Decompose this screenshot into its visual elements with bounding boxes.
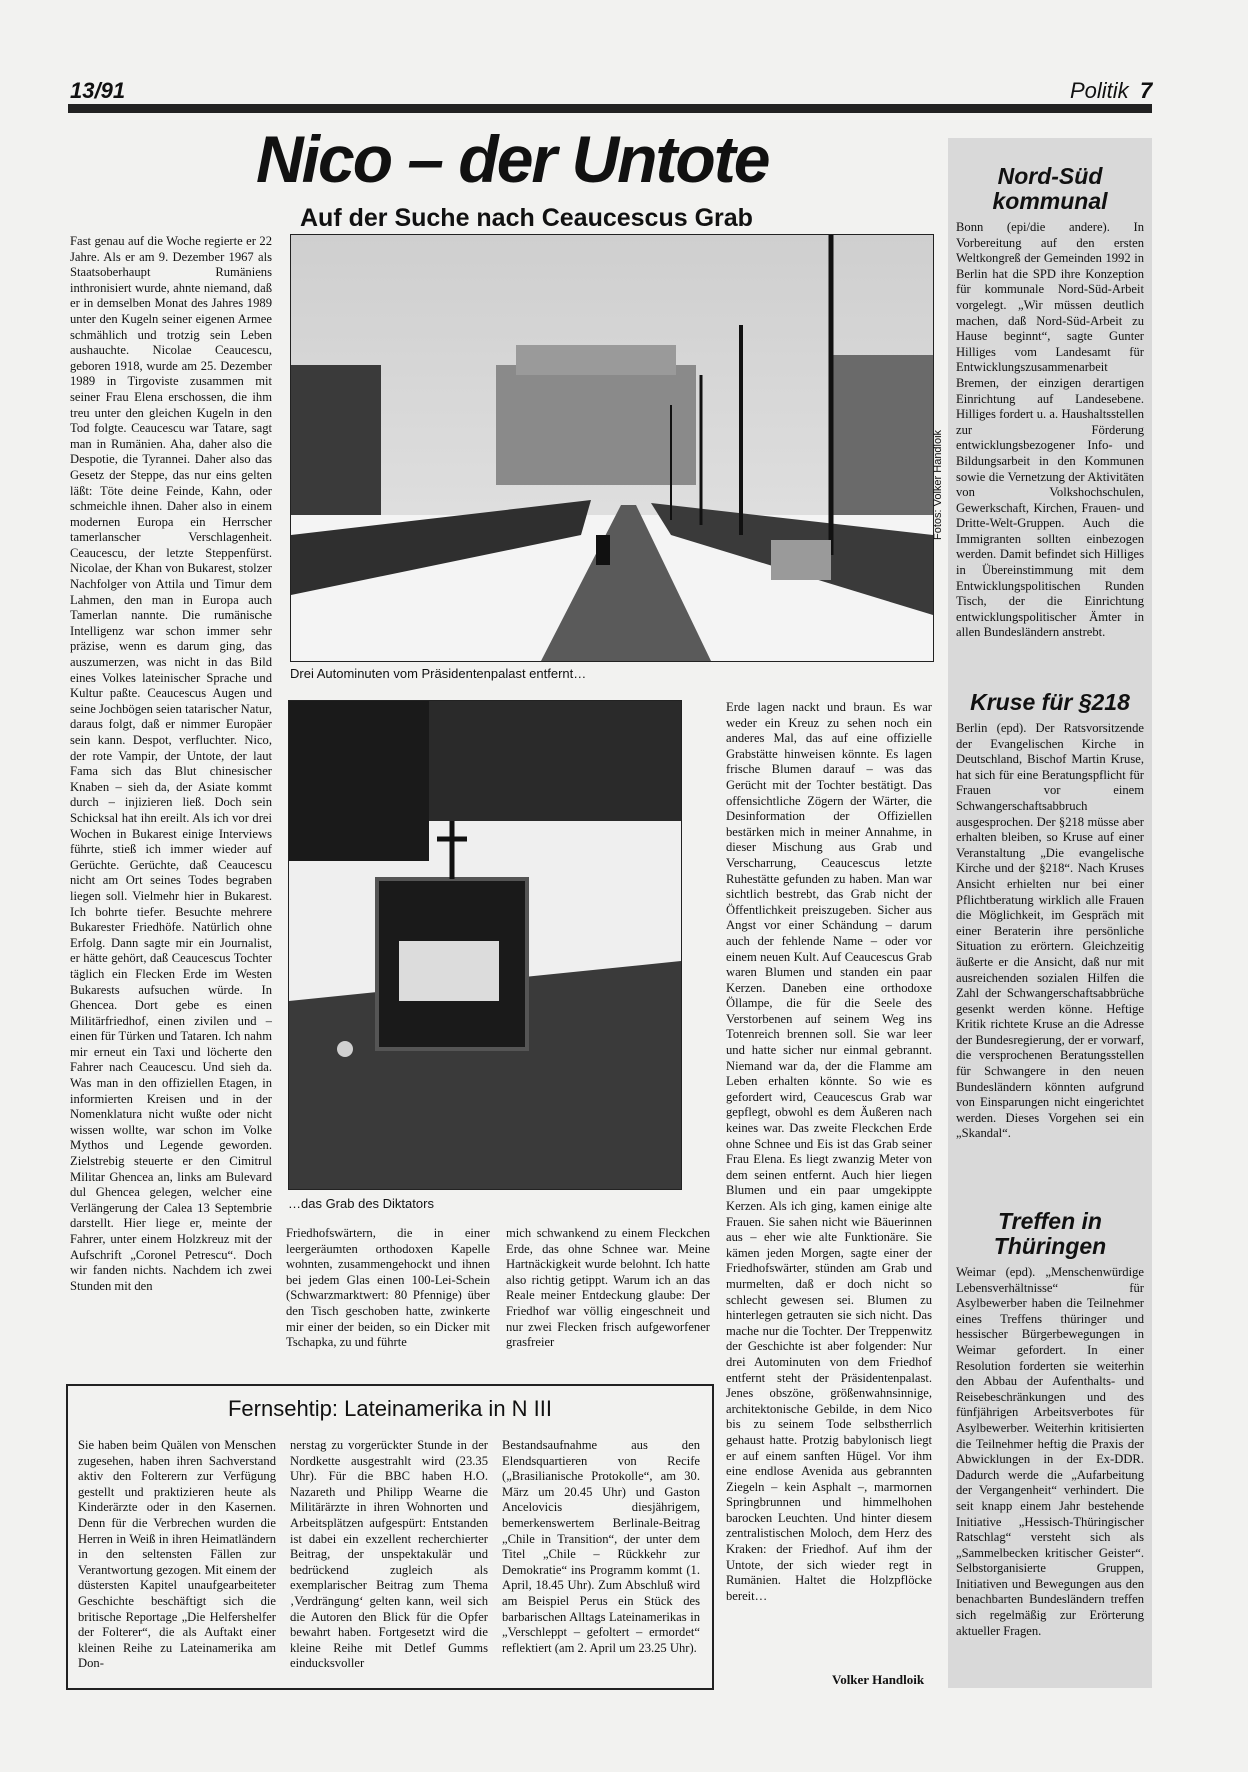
article-text: Erde lagen nackt und braun. Es war weder ein Kreuz zu sehen noch ein anderes Mal, das auf eine offizielle Grabstätte hinweisen könnte. Es lagen frische Blumen darauf – was das Gerücht mit der Tochter bestätigt. Das offensichtliche Zögern der Wärter, die Desinformation der Offiziellen bestärken mich in meiner Annahme, in dieser Mischung aus Grab und Verscharrung, Ceaucescus letzte Ruhestätte gefunden zu haben. Man war sichtlich bestrebt, das Grab nicht der Öffentlichkeit preiszugeben. Sicher aus Angst vor einer Schändung – darum auch der fehlende Name – oder vor einem neuen Kult. Auf Ceaucescus Grab waren Blumen und standen ein paar Kerzen. Daneben eine orthodoxe Öllampe, die für die Seele des Verstorbenen auf seinem Weg ins Totenreich brennen soll. Sie war leer und hatte sicher nur einmal gebrannt. Niemand war da, der die Flamme am Leben erhalten könnte. So wie es gefordert wird, Ceaucescus Grab war gepflegt, obwohl es dem Äußeren nach keines war. Das zweite Fleckchen Erde ohne Schnee und Eis ist das Grab seiner Frau Elena. Es liegt zwanzig Meter von dem seinen entfernt. Auch hier liegen Blumen und ein paar umgekippte Kerzen. Als ich ging, kamen einige alte Frauen. Sie sahen nicht wie Bäuerinnen aus – eher wie alte Funktionäre. Sie kämen jeden Morgen, sagte einer der Friedhofswärter, stünden am Grab und murmelten, daß er doch nicht so schlecht gewesen sei. Blumen zu hinterlegen getrauten sie sich nicht. Das mache nur die Tochter. Der Treppenwitz der Geschichte ist aber folgender: Nur drei Autominuten von dem Friedhof entfernt steht der Präsidentenpalast. Jenes obszöne, größenwahnsinnige, architektonische Gebilde, in dem Nico bis zu seinem Tode selbstherrlich gehaust hatte. Protzig babylonisch liegt er auf einem sanften Hügel. Vor ihm eine endlose Avenida aus gebrannten Ziegeln – kein Asphalt –, marmornen Springbrunnen und himmelhohen barocken Leuchten. Und hinter diesem zentralistischen Moloch, dem Herz des Kraken: der Friedhof. Auf ihm der Untote, der sich wieder regt in Rumänien. Haltet die Holzpflöcke bereit… [726, 700, 932, 1603]
photo-boulevard [290, 234, 934, 662]
subheadline: Auf der Suche nach Ceaucescus Grab [300, 204, 753, 232]
sidebar-item-2 [956, 721, 1144, 1193]
photo2-caption: …das Grab des Diktators [288, 1196, 434, 1211]
tv-tip-box [66, 1384, 714, 1690]
sidebar-item-3 [956, 1265, 1144, 1685]
section-label: Politik [1070, 78, 1129, 103]
news-sidebar [948, 138, 1152, 1688]
headline: Nico – der Untote [256, 122, 769, 196]
tv-tip-column-3 [502, 1438, 700, 1680]
sidebar-text: Bonn (epi/die andere). In Vorbereitung auf den ersten Weltkongreß der Gemeinden 1992 in Berlin hat die SPD ihre Konzeption für kommunale Nord-Süd-Arbeit vorgelegt. „Wir müssen deutlich machen, daß Nord-Süd-Arbeit zu Hause beginnt“, sagte Gunter Hilliges vom Landesamt für Entwicklungszusammenarbeit Bremen, der einzigen derartigen Einrichtung auf Landesebene. Hilliges fordert u. a. Haushaltsstellen zur Förderung entwicklungsbezogener Info- und Bildungsarbeit in den Kommunen sowie die Vernetzung der Aktivitäten von Volkshochschulen, Gewerkschaft, Kirchen, Frauen- und Dritte-Welt-Gruppen. Auch die Immigranten sollten einbezogen werden. Damit befindet sich Hilliges in Übereinstimmung mit dem Entwicklungspolitischen Runden Tisch, der die Einrichtung entwicklungspolitischer Ämter in allen Bundesländern anstrebt. [956, 220, 1144, 640]
tv-tip-text: nerstag zu vorgerückter Stunde in der Nordkette ausgestrahlt wird (23.35 Uhr). Für die BBC haben H.O. Nazareth und Philipp Wearne die Militärärzte in ihren Wohnorten und Arbeitsplätzen aufgespürt: Entstanden ist dabei ein exzellent recherchierter Beitrag, der unspektakulär und bedrückend zugleich als exemplarischer Beitrag zum Thema ‚Verdrängung‘ gelten kann, weil sich die Autoren den Blick für die Opfer bewahrt haben. Fortgesetzt wird die kleine Reihe mit Detlef Gumms einducksvoller [290, 1438, 488, 1671]
sidebar-heading-3: Treffen in Thüringen [993, 1208, 1107, 1259]
photo-grave [288, 700, 682, 1190]
article-column-1 [70, 234, 272, 1354]
article-column-3 [506, 1226, 710, 1356]
article-text: mich schwankend zu einem Fleckchen Erde, das ohne Schnee war. Meine Hartnäckigkeit wurde belohnt. Ich hatte also richtig getippt. Warum ich an das Reale meiner Entdeckung glaube: Der Friedhof war völlig eingeschneit und nur zwei Flecken frisch aufgeworfener grasfreier [506, 1226, 710, 1350]
boulevard-image [291, 235, 933, 661]
author-byline: Volker Handloik [832, 1672, 925, 1687]
article-column-2 [286, 1226, 490, 1356]
photo1-caption: Drei Autominuten vom Präsidentenpalast entfernt… [290, 666, 587, 681]
sidebar-heading-2: Kruse für §218 [970, 689, 1130, 715]
sidebar-text: Berlin (epd). Der Ratsvorsitzende der Evangelischen Kirche in Deutschland, Bischof Martin Kruse, hat sich für eine Beratungspflicht für Frauen vor einem Schwangerschaftsabbruch ausgesprochen. Der §218 müsse aber erhalten bleiben, so Kruse auf einer Veranstaltung „Die evangelische Kirche und der §218“. Nach Kruses Ansicht erhielten nur bei einer Pflichtberatung wirklich alle Frauen die Möglichkeit, im Gespräch mit einer Beraterin ihre persönliche Situation zu erörtern. Gleichzeitig äußerte er die Ansicht, daß nur mit ausreichenden sozialen Hilfen die Zahl der Schwangerschaftsabbrüche gesenkt werden könne. Heftige Kritik richtete Kruse an die Adresse der Bundesregierung, der er vorwarf, die versprochenen Beratungsstellen für Schwangere in den neuen Bundesländern könnten aufgrund von Einsparungen nicht eingerichtet werden. Dieses Vorgehen sei ein „Skandal“. [956, 721, 1144, 1141]
article-text: Friedhofswärtern, die in einer leergeräumten orthodoxen Kapelle wohnten, zusammengehockt und ihnen bei jedem Glas einen 100-Lei-Schein (Schwarzmarktwert: 80 Pfennige) über den Tisch geschoben hatte, zwinkerte mir einer der beiden, so ein Dicker mit Tschapka, zu und führte [286, 1226, 490, 1350]
photo-credit: Fotos: Volker Handloik [932, 429, 944, 540]
header-rule [68, 104, 1152, 113]
grave-image [289, 701, 681, 1189]
sidebar-text: Weimar (epd). „Menschenwürdige Lebensverhältnisse“ für Asylbewerber haben die Teilnehmer eines Treffens thüringer und hessischer Bürgerbewegungen in Weimar gefordert. In einer Resolution forderten sie weiterhin den Abbau der Aufenthalts- und Reisebeschränkungen und des fünfjährigen Arbeitsverbotes für Asylbewerber. Weiterhin kritisierten die Teilnehmer heftig die Praxis der Abwicklungen in der Ex-DDR. Dadurch werde die „Aufarbeitung der Vergangenheit“ verhindert. Die seit knapp einem Jahr bestehende Initiative „Hessisch-Thüringischer Ratschlag“ versteht sich als „Sammelbecken kritischer Geister“. Selbstorganisierte Gruppen, Initiativen und Bewegungen aus den benachbarten Bundesländern treffen sich regelmäßig zur Erörterung aktueller Fragen. [956, 1265, 1144, 1638]
tv-tip-title: Fernsehtip: Lateinamerika in N III [227, 1396, 553, 1421]
tv-tip-text: Bestandsaufnahme aus den Elendsquartieren von Recife („Brasilianische Protokolle“, am 30. März um 20.45 Uhr) und Gaston Ancelovicis diesjährigem, bemerkenswertem Berlinale-Beitrag „Chile in Transition“, der unter dem Titel „Chile – Rückkehr zur Demokratie“ ins Programm kommt (1. April, 18.45 Uhr). Zum Abschluß wird am Beispiel Perus ein Stück des barbarischen Alltags Lateinamerikas in „Verschleppt – gefoltert – ermordet“ reflektiert (am 2. April um 23.25 Uhr). [502, 1438, 700, 1655]
page-number: 7 [1140, 78, 1153, 103]
sidebar-heading-1: Nord-Süd kommunal [992, 163, 1108, 214]
sidebar-item-1 [956, 220, 1144, 674]
tv-tip-column-1 [78, 1438, 276, 1680]
article-text: Fast genau auf die Woche regierte er 22 Jahre. Als er am 9. Dezember 1967 als Staatsoberhaupt Rumäniens inthronisiert wurde, ahnte niemand, daß er in demselben Monat des Jahres 1989 unter den Kugeln seiner eigenen Armee schmählich und trotzig sein Leben aushauchte. Nicolae Ceaucescu, geboren 1918, wurde am 25. Dezember 1989 in Tirgoviste zusammen mit seiner Frau Elena erschossen, die ihm treu unter den gleichen Kugeln in den Tod folgte. Ceaucescu war Tatare, sagt man in Rumänien. Aha, daher also die Despotie, die Tyrannei. Daher also das Gesetz der Steppe, das nur eins gelten läßt: Töte deine Feinde, Kahn, oder schmeichle ihnen. Daher also in einem modernen Europa ein Herrscher tamerlanscher Verschlagenheit. Ceaucescu, der letzte Steppenfürst. Nicolae, der Khan von Bukarest, stolzer Nachfolger von Attila und Timur dem Lahmen, den man in Europa auch Tamerlan nannte. Die rumänische Intelligenz war schon immer sehr präzise, wenn es darum ging, das auszumerzen, was nicht in das Bild eines Volkes lateinischer Sprache und Kultur paßte. Ceaucescus Augen und seine Jochbögen seien tatarischer Natur, daraus folgt, daß er nimmer Europäer sein kann. Despot, verfluchter. Nico, der rote Vampir, der Untote, der laut Fama sich das Blut chinesischer Knaben – sieh da, der Asiate kommt durch – injizieren ließ. Doch sein Schicksal hat ihn ereilt. Als ich vor drei Wochen in Bukarest einige Interviews führte, stieß ich immer wieder auf Gerüchte. Gerüchte, daß Ceaucescu nicht am Ort seines Todes begraben liegen soll. Vielmehr hier in Bukarest. Ich bohrte tiefer. Besuchte mehrere Bukarester Friedhöfe. Natürlich ohne Erfolg. Dann sagte mir ein Journalist, er hätte gehört, daß Ceaucescus Tochter täglich ein Flecken Erde im Westen Bukarests aufsuchen würde. In Ghencea. Dort gebe es einen Militärfriedhof, einen zivilen und – einen für Türken und Tataren. Ich nahm mir erneut ein Taxi und löcherte den Fahrer nach Ceaucescu. Und sieh da. Was man in den offiziellen Etagen, in informierten Kreisen und in der Nomenklatura nicht wußte oder nicht wissen wollte, war schon im Volke Mythos und Legende geworden. Zielstrebig steuerte er den Cimitrul Militar Ghencea an, links am Bulevard dul Ghencea gelegen, welcher eine Verlängerung der Calea 13 Septembrie darstellt. Hier liege er, meinte der Fahrer, unter einem Holzkreuz mit der Aufschrift „Coronel Petrescu“. Doch wir fanden nichts. Nachdem ich zwei Stunden mit den [70, 234, 272, 1293]
issue-number: 13/91 [70, 78, 126, 103]
article-column-4 [726, 700, 932, 1664]
tv-tip-text: Sie haben beim Quälen von Menschen zugesehen, haben ihren Sachverstand aktiv den Folterern zur Verfügung gestellt und praktizieren heute als Kinderärzte oder in den Kasernen. Denn für die Verbrechen wurden die Herren in Weiß in ihren Heimatländern in den seltensten Fällen zur Verantwortung gezogen. Mit einem der düstersten Kapitel unaufgearbeiteter Geschichte beschäftigt sich die britische Reportage „Die Helfershelfer der Folterer“, die als Auftakt einer kleinen Reihe zu Lateinamerika am Don- [78, 1438, 276, 1671]
tv-tip-column-2 [290, 1438, 488, 1680]
